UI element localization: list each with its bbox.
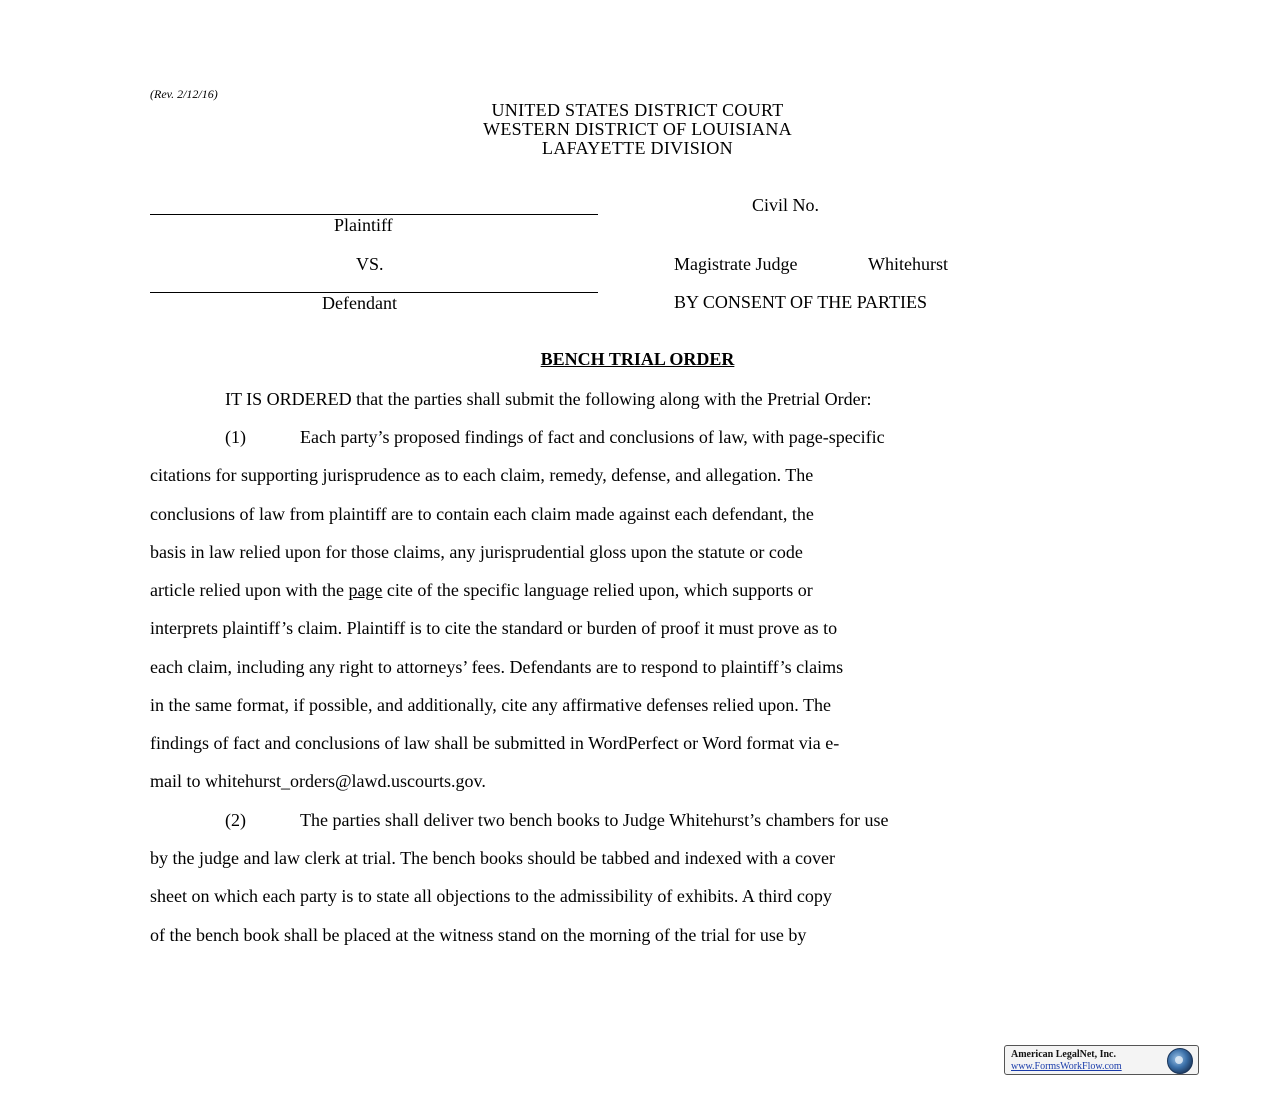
intro-paragraph: IT IS ORDERED that the parties shall submit the following along with the Pretrial Order: — [225, 389, 872, 409]
item-1-number: (1) — [225, 427, 246, 447]
item-2-line: by the judge and law clerk at trial. The bench books should be tabbed and indexed with a cover — [150, 848, 835, 868]
item-1-line: basis in law relied upon for those claims, any jurisprudential gloss upon the statute or code — [150, 542, 803, 562]
item-1-line: interprets plaintiff’s claim. Plaintiff is to cite the standard or burden of proof it must prove as to — [150, 618, 838, 638]
plaintiff-label: Plaintiff — [334, 215, 393, 235]
item-1-line: conclusions of law from plaintiff are to contain each claim made against each defendant, the — [150, 504, 814, 524]
court-name-line-2: WESTERN DISTRICT OF LOUISIANA — [483, 119, 792, 139]
american-legalnet-badge[interactable] — [1004, 1045, 1199, 1075]
civil-no-label: Civil No. — [752, 195, 820, 215]
item-1-first-line: Each party’s proposed findings of fact and conclusions of law, with page-specific — [300, 427, 885, 447]
badge-url-link[interactable]: www.FormsWorkFlow.com — [1011, 1061, 1122, 1072]
badge-company-name: American LegalNet, Inc. — [1011, 1049, 1116, 1060]
item-1-line: findings of fact and conclusions of law shall be submitted in WordPerfect or Word format via e- — [150, 733, 840, 753]
item-1-underlined-word: page — [348, 580, 383, 600]
magistrate-judge-name: Whitehurst — [868, 254, 948, 274]
revision-note: (Rev. 2/12/16) — [150, 87, 218, 101]
vs-label: VS. — [356, 254, 384, 274]
item-2-line: of the bench book shall be placed at the witness stand on the morning of the trial for use by — [150, 925, 807, 945]
item-1-line: mail to whitehurst_orders@lawd.uscourts.gov. — [150, 771, 486, 791]
defendant-label: Defendant — [322, 293, 397, 313]
item-1-line — [150, 579, 813, 617]
consent-label: BY CONSENT OF THE PARTIES — [674, 292, 927, 312]
order-title — [0, 349, 1275, 370]
court-name-line-3: LAFAYETTE DIVISION — [542, 138, 733, 158]
item-1-line: in the same format, if possible, and additionally, cite any affirmative defenses relied upon. The — [150, 695, 831, 715]
item-1-line-pre: article relied upon with the — [150, 580, 349, 600]
item-1-line: each claim, including any right to attorneys’ fees. Defendants are to respond to plaintiff’s claims — [150, 657, 844, 677]
item-2-line: sheet on which each party is to state all objections to the admissibility of exhibits. A third copy — [150, 886, 832, 906]
order-title-text: BENCH TRIAL ORDER — [540, 349, 735, 369]
order-body — [150, 388, 1125, 948]
magistrate-judge-label: Magistrate Judge — [674, 254, 798, 274]
item-2-first-line: The parties shall deliver two bench books to Judge Whitehurst’s chambers for use — [300, 810, 889, 830]
item-1-line-post: cite of the specific language relied upon, which supports or — [382, 580, 813, 600]
item-1-line: citations for supporting jurisprudence as to each claim, remedy, defense, and allegation. The — [150, 465, 814, 485]
globe-logo-icon — [1167, 1048, 1193, 1074]
item-2-number: (2) — [225, 810, 246, 830]
court-name-line-1: UNITED STATES DISTRICT COURT — [491, 100, 784, 120]
